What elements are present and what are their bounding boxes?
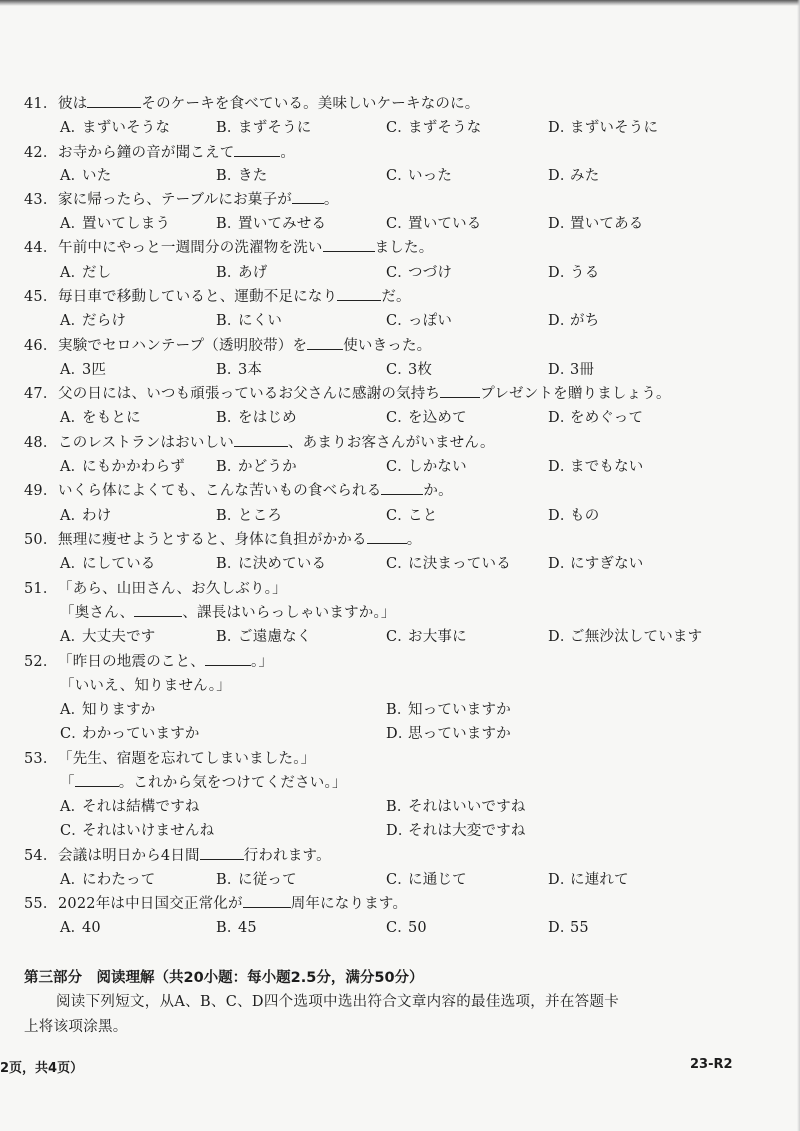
option-a: A．それは結構ですね: [60, 799, 200, 815]
answer-blank: [87, 95, 141, 108]
question-48: 48．このレストランはおいしい 、あまりお客さんがいません。: [24, 435, 495, 451]
answer-blank: [381, 482, 423, 495]
question-text: 行われます。: [243, 848, 331, 864]
option-a: A．まずいそうな: [60, 120, 171, 136]
option-a: A．3匹: [60, 362, 107, 378]
exam-code: 23-R2: [690, 1057, 733, 1072]
option-c: C．に決まっている: [386, 556, 511, 572]
answer-blank: [205, 653, 251, 666]
option-c: C．3枚: [386, 362, 433, 378]
question-text: 。: [323, 192, 339, 208]
question-text: 父の日には、いつも頑張っているお父さんに感謝の気持ち: [58, 386, 441, 402]
answer-blank: [440, 385, 480, 398]
option-c: C．を込めて: [386, 410, 467, 426]
section-instruction: 阅读下列短文，从A、B、C、D四个选项中选出符合文章内容的最佳选项，并在答题卡: [56, 994, 620, 1010]
option-a: A．にもかかわらず: [60, 459, 185, 475]
option-a: A．をもとに: [60, 410, 141, 426]
option-d: D．までもない: [548, 459, 644, 475]
answer-blank: [234, 434, 288, 447]
question-43: 43．家に帰ったら、テーブルにお菓子が 。: [24, 192, 339, 208]
question-text: だ。: [381, 289, 411, 305]
option-c: C．しかない: [386, 459, 467, 475]
option-c: C．まずそうな: [386, 120, 482, 136]
question-54: 54．会議は明日から4日間 行われます。: [24, 848, 331, 864]
section-instruction: 上将该项涂黑。: [24, 1019, 128, 1035]
question-text: そのケーキを食べている。美味しいケーキなのに。: [141, 96, 480, 112]
option-b: B．3本: [216, 362, 263, 378]
question-text: か。: [423, 483, 453, 499]
question-text: お寺から鐘の音が聞こえて: [58, 145, 235, 161]
option-b: B．あげ: [216, 265, 268, 281]
question-text: 周年になります。: [290, 896, 408, 912]
option-c: C．お大事に: [386, 629, 467, 645]
option-b: B．にくい: [216, 313, 283, 329]
answer-blank: [292, 191, 324, 204]
dialogue-line: 「奥さん、 、課長はいらっしゃいますか。」: [60, 605, 396, 621]
option-a: A．だらけ: [60, 313, 127, 329]
option-d: D．55: [548, 920, 589, 936]
question-53: 53．「先生、宿題を忘れてしまいました。」: [24, 751, 316, 767]
dialogue-line: 「 。これから気をつけてください。」: [60, 775, 347, 791]
option-b: B．まずそうに: [216, 120, 312, 136]
option-a: A．いた: [60, 168, 112, 184]
question-44: 44．午前中にやっと一週間分の洗濯物を洗い ました。: [24, 240, 434, 256]
option-a: A．40: [60, 920, 101, 936]
question-46: 46．実験でセロハンテープ（透明胶带）を 使いきった。: [24, 338, 432, 354]
option-d: D．3冊: [548, 362, 595, 378]
question-text: 、あまりお客さんがいません。: [287, 435, 495, 451]
question-47: 47．父の日には、いつも頑張っているお父さんに感謝の気持ち プレゼントを贈りましょう。: [24, 386, 671, 402]
answer-blank: [134, 604, 182, 617]
answer-blank: [367, 531, 407, 544]
option-c: C．こと: [386, 508, 438, 524]
option-a: A．大丈夫です: [60, 629, 156, 645]
option-d: D．置いてある: [548, 216, 644, 232]
option-d: D．まずいそうに: [548, 120, 659, 136]
option-d: D．に連れて: [548, 872, 629, 888]
option-c: C．置いている: [386, 216, 482, 232]
option-c: C．に通じて: [386, 872, 467, 888]
answer-blank: [200, 847, 244, 860]
option-d: D．うる: [548, 265, 600, 281]
section-title: 第三部分 阅读理解（共20小题：每小题2.5分，满分50分）: [24, 970, 424, 986]
answer-blank: [75, 774, 119, 787]
question-text: 。: [406, 532, 422, 548]
option-a: A．だし: [60, 265, 112, 281]
option-b: B．かどうか: [216, 459, 297, 475]
question-text: 無理に痩せようとすると、身体に負担がかかる: [58, 532, 367, 548]
option-d: D．にすぎない: [548, 556, 644, 572]
option-c: C．わかっていますか: [60, 726, 200, 742]
answer-blank: [323, 239, 375, 252]
dialogue-line: 「先生、宿題を忘れてしまいました。」: [58, 751, 316, 767]
option-c: C．それはいけませんね: [60, 823, 215, 839]
question-50: 50．無理に痩せようとすると、身体に負担がかかる 。: [24, 532, 422, 548]
question-41: 41．彼は そのケーキを食べている。美味しいケーキなのに。: [24, 96, 480, 112]
option-b: B．知っていますか: [386, 702, 511, 718]
answer-blank: [234, 144, 280, 157]
question-text: 家に帰ったら、テーブルにお菓子が: [58, 192, 292, 208]
question-51: 51．「あら、山田さん、お久しぶり。」: [24, 581, 287, 597]
answer-blank: [337, 288, 381, 301]
answer-blank: [307, 337, 343, 350]
option-d: D．がち: [548, 313, 600, 329]
option-a: A．置いてしまう: [60, 216, 171, 232]
option-c: C．つづけ: [386, 265, 453, 281]
option-d: D．みた: [548, 168, 600, 184]
option-b: B．に決めている: [216, 556, 327, 572]
option-b: B．ご遠慮なく: [216, 629, 312, 645]
page-number: 2页，共4页）: [0, 1061, 84, 1076]
question-text: 2022年は中日国交正常化が: [58, 896, 243, 912]
question-text: 会議は明日から4日間: [58, 848, 200, 864]
option-c: C．50: [386, 920, 427, 936]
question-text: ました。: [374, 240, 434, 256]
question-text: このレストランはおいしい: [58, 435, 234, 451]
dialogue-line: 「昨日の地震のこと、: [58, 654, 205, 670]
option-b: B．それはいいですね: [386, 799, 526, 815]
question-52: 52．「昨日の地震のこと、 。」: [24, 654, 274, 670]
dialogue-line: 「いいえ、知りません。」: [60, 678, 231, 694]
question-55: 55．2022年は中日国交正常化が 周年になります。: [24, 896, 408, 912]
answer-blank: [243, 895, 291, 908]
option-b: B．45: [216, 920, 257, 936]
option-b: B．ところ: [216, 508, 283, 524]
question-42: 42．お寺から鐘の音が聞こえて 。: [24, 145, 296, 161]
question-text: 毎日車で移動していると、運動不足になり: [58, 289, 338, 305]
option-b: B．に従って: [216, 872, 297, 888]
option-d: D．思っていますか: [386, 726, 511, 742]
question-45: 45．毎日車で移動していると、運動不足になり だ。: [24, 289, 411, 305]
option-d: D．ご無沙汰しています: [548, 629, 703, 645]
question-text: 。: [280, 145, 296, 161]
question-text: 午前中にやっと一週間分の洗濯物を洗い: [58, 240, 323, 256]
option-c: C．っぽい: [386, 313, 453, 329]
dialogue-line: 「あら、山田さん、お久しぶり。」: [58, 581, 287, 597]
option-a: A．知りますか: [60, 702, 156, 718]
option-b: B．をはじめ: [216, 410, 297, 426]
option-d: D．をめぐって: [548, 410, 644, 426]
option-b: B．置いてみせる: [216, 216, 327, 232]
option-b: B．きた: [216, 168, 268, 184]
question-text: いくら体によくても、こんな苦いもの食べられる: [58, 483, 382, 499]
option-a: A．にわたって: [60, 872, 156, 888]
option-d: D．それは大変ですね: [386, 823, 526, 839]
question-text: 使いきった。: [343, 338, 432, 354]
question-text: 彼は: [58, 96, 88, 112]
option-d: D．もの: [548, 508, 600, 524]
option-a: A．わけ: [60, 508, 112, 524]
question-49: 49．いくら体によくても、こんな苦いもの食べられる か。: [24, 483, 453, 499]
option-a: A．にしている: [60, 556, 156, 572]
question-text: プレゼントを贈りましょう。: [480, 386, 671, 402]
option-c: C．いった: [386, 168, 453, 184]
question-text: 実験でセロハンテープ（透明胶带）を: [58, 338, 308, 354]
